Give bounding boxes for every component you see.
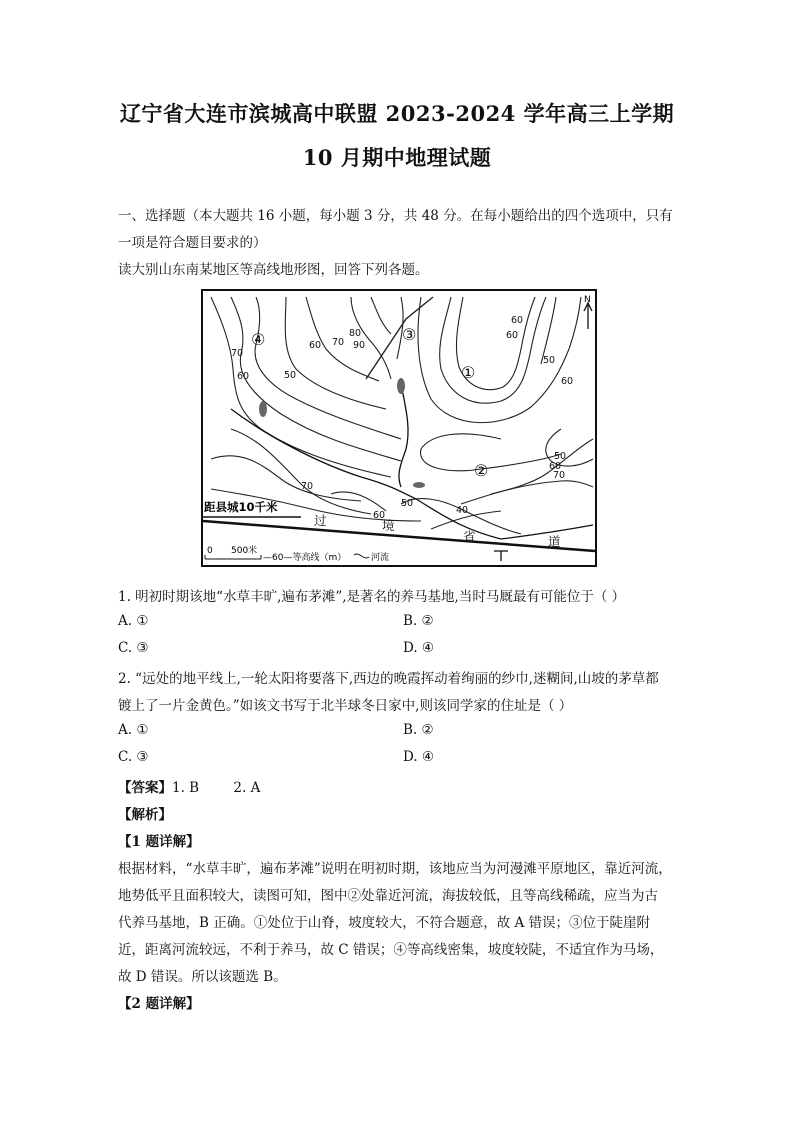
contour-label: 70 xyxy=(332,337,345,348)
contour-label: 60 xyxy=(511,315,524,326)
question-1-option-c: C. ③ xyxy=(118,640,149,656)
road-label-char: 道 xyxy=(548,534,561,549)
point-4-label: ④ xyxy=(251,330,266,349)
contour-label: 60 xyxy=(309,340,322,351)
distance-label: 距县城10千米 xyxy=(204,500,278,514)
analysis-label: 【解析】 xyxy=(118,807,172,823)
question-2-option-a: A. ① xyxy=(118,722,149,738)
q1-detail-heading: 【1 题详解】 xyxy=(118,834,200,850)
q1-detail-line: 故 D 错误。所以该题选 B。 xyxy=(118,969,287,985)
contour-label: 70 xyxy=(301,481,314,492)
q1-detail-line: 代养马基地，B 正确。①处位于山脊，坡度较大，不符合题意，故 A 错误；③位于陡崖附 xyxy=(118,915,651,931)
road-label-char: 省 xyxy=(463,529,476,544)
question-1-option-a: A. ① xyxy=(118,613,149,629)
answer-value: 1. B 2. A xyxy=(172,780,261,796)
lake-marker xyxy=(413,482,425,488)
question-1-option-d: D. ④ xyxy=(403,640,435,656)
contour-label: 60 xyxy=(549,461,562,472)
q1-detail-line: 根据材料，“水草丰旷，遍布茅滩”说明在明初时期，该地应当为河漫滩平原地区，靠近河流， xyxy=(118,861,672,877)
question-2-stem-cont: 镀上了一片金黄色。”如该文书写于北半球冬日家中,则该同学家的住址是（ ） xyxy=(118,698,573,714)
lake-marker xyxy=(397,378,405,394)
contour-label: 80 xyxy=(349,328,362,339)
contour-label: 60 xyxy=(373,510,386,521)
contour-label: 70 xyxy=(231,348,244,359)
legend-contour: —60—等高线（m） xyxy=(263,553,347,563)
answer-label: 【答案】 xyxy=(118,780,172,796)
question-1-option-b: B. ② xyxy=(403,613,434,629)
question-2-stem: 2. “远处的地平线上,一轮太阳将要落下,西边的晚霞挥动着绚丽的纱巾,迷糊间,山坡的茅草都 xyxy=(118,671,659,687)
q2-detail-heading: 【2 题详解】 xyxy=(118,996,200,1012)
q1-detail-line: 地势低平且面积较大，读图可知，图中②处靠近河流，海拔较低，且等高线稀疏，应当为古 xyxy=(118,888,658,904)
point-2-label: ② xyxy=(474,461,489,480)
contour-label: 50 xyxy=(284,370,297,381)
question-1-stem: 1. 明初时期该地“水草丰旷,遍布茅滩”,是著名的养马基地,当时马厩最有可能位于（ ） xyxy=(118,589,626,605)
legend-river: 河流 xyxy=(371,553,390,563)
section-heading: 一、选择题（本大题共 16 小题，每小题 3 分，共 48 分。在每小题给出的四个选项中，只有 xyxy=(118,208,673,224)
contour-label: 90 xyxy=(353,340,366,351)
page-title-line1: 辽宁省大连市滨城高中联盟 2023-2024 学年高三上学期 xyxy=(119,101,675,126)
q1-detail-line: 近，距离河流较远，不利于养马，故 C 错误；④等高线密集，坡度较陡，不适宜作为马场， xyxy=(118,942,664,958)
map-instruction: 读大别山东南某地区等高线地形图，回答下列各题。 xyxy=(118,262,429,278)
scale-zero: 0 xyxy=(207,546,213,556)
contour-label: 70 xyxy=(553,470,566,481)
question-2-option-c: C. ③ xyxy=(118,749,149,765)
answer-block xyxy=(118,776,260,796)
north-label: N xyxy=(584,295,591,305)
point-3-label: ③ xyxy=(402,325,417,344)
scale-distance: 500米 xyxy=(231,546,258,556)
contour-map xyxy=(201,289,597,567)
contour-label: 40 xyxy=(456,505,469,516)
lake-marker xyxy=(259,401,267,417)
road-label-char: 过 xyxy=(314,513,327,528)
road-label-char: 境 xyxy=(382,518,395,533)
page-title-line2: 10 月期中地理试题 xyxy=(302,145,492,170)
question-2-option-d: D. ④ xyxy=(403,749,435,765)
contour-label: 50 xyxy=(554,451,567,462)
contour-label: 60 xyxy=(561,376,574,387)
point-1-label: ① xyxy=(461,363,476,382)
question-2-option-b: B. ② xyxy=(403,722,434,738)
section-heading-cont: 一项是符合题目要求的） xyxy=(118,235,267,251)
contour-label: 60 xyxy=(237,371,250,382)
contour-label: 60 xyxy=(506,330,519,341)
contour-label: 50 xyxy=(543,355,556,366)
contour-label: 50 xyxy=(401,498,414,509)
